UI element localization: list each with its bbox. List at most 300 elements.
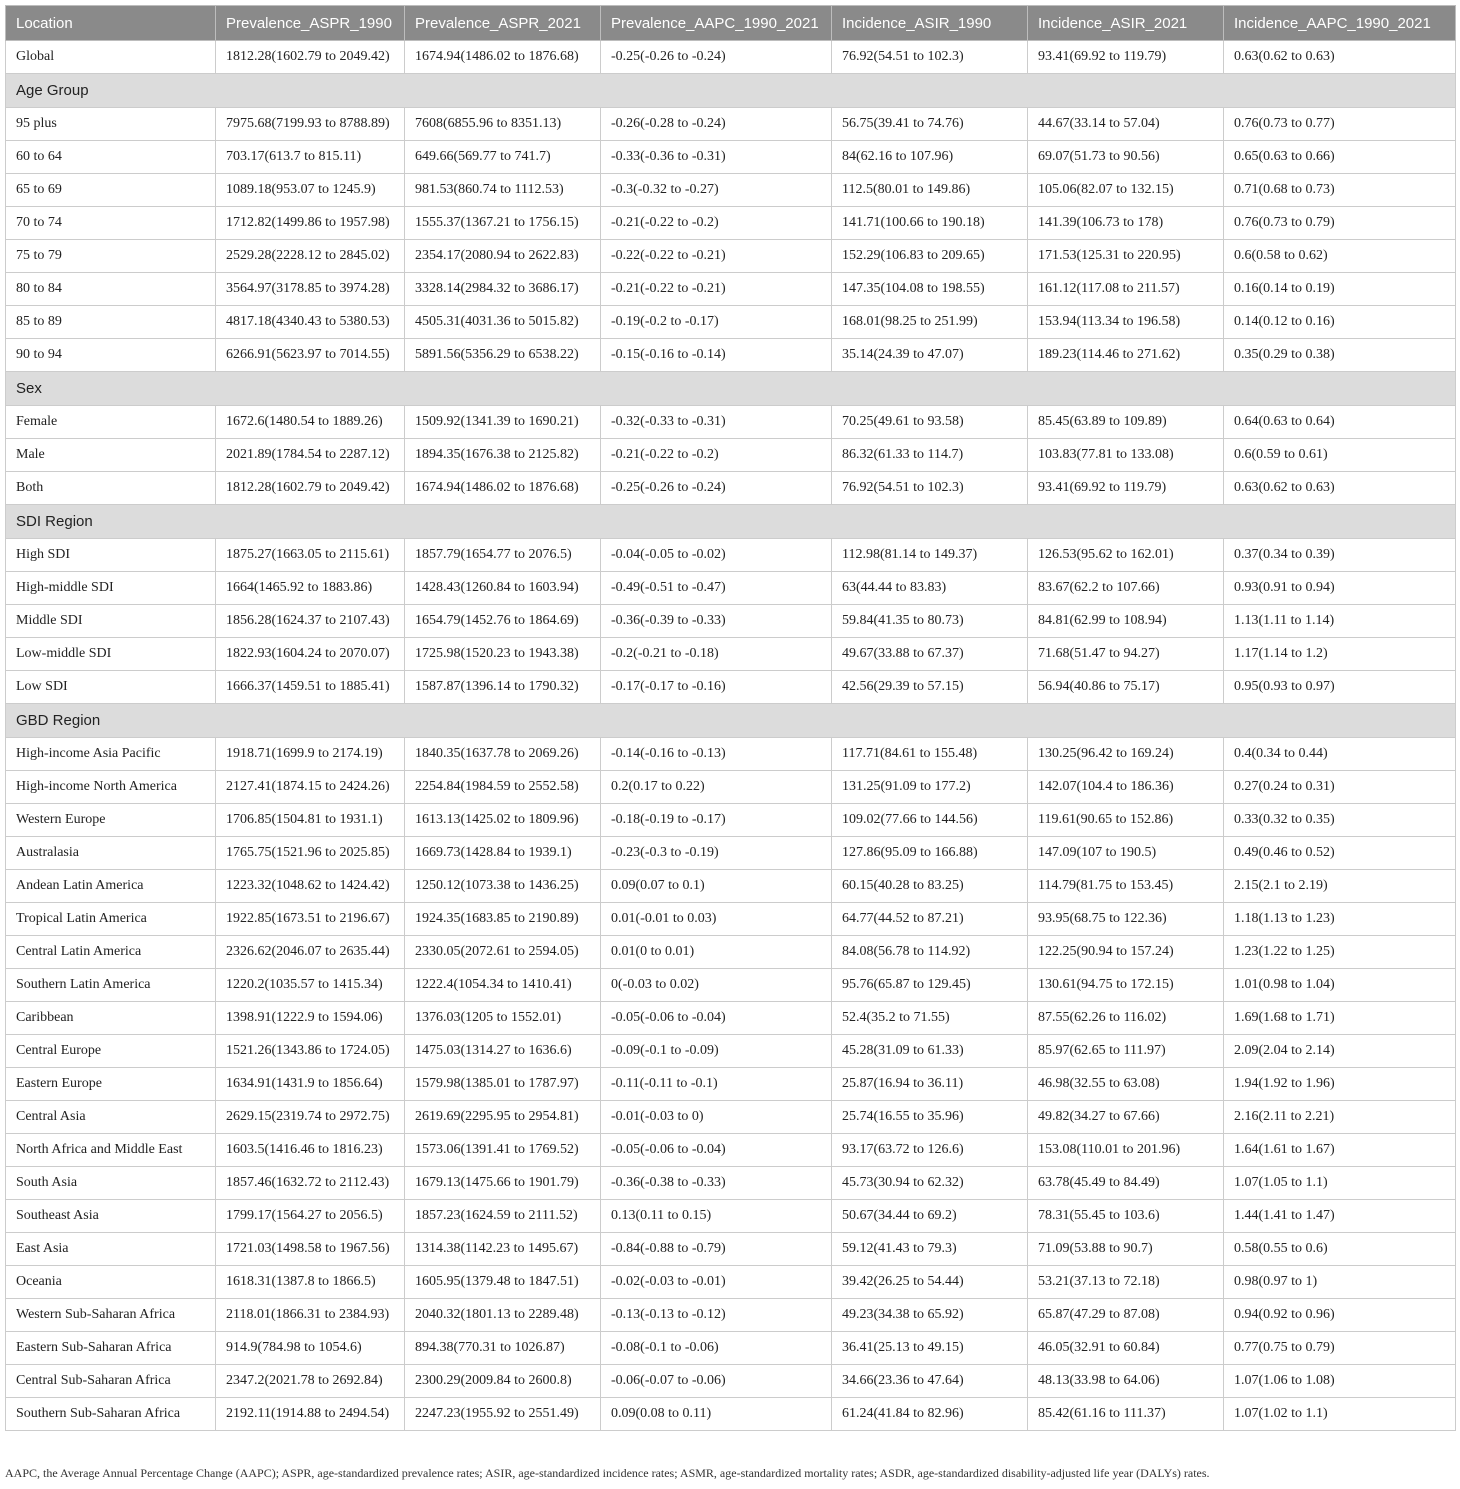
- table-row: [6, 605, 1456, 638]
- value-cell: -0.26(-0.28 to -0.24): [601, 108, 832, 141]
- value-cell: 147.09(107 to 190.5): [1028, 837, 1224, 870]
- value-cell: 78.31(55.45 to 103.6): [1028, 1200, 1224, 1233]
- value-cell: 84.81(62.99 to 108.94): [1028, 605, 1224, 638]
- location-cell: Central Sub-Saharan Africa: [6, 1365, 216, 1398]
- value-cell: 649.66(569.77 to 741.7): [405, 141, 601, 174]
- value-cell: 152.29(106.83 to 209.65): [832, 240, 1028, 273]
- value-cell: 0.37(0.34 to 0.39): [1224, 539, 1456, 572]
- value-cell: 1613.13(1425.02 to 1809.96): [405, 804, 601, 837]
- table-row: [6, 439, 1456, 472]
- value-cell: 127.86(95.09 to 166.88): [832, 837, 1028, 870]
- value-cell: 1223.32(1048.62 to 1424.42): [216, 870, 405, 903]
- group-header-row: [6, 74, 1456, 108]
- value-cell: 0.2(0.17 to 0.22): [601, 771, 832, 804]
- data-table: [5, 5, 1456, 1431]
- value-cell: 1.13(1.11 to 1.14): [1224, 605, 1456, 638]
- value-cell: 3328.14(2984.32 to 3686.17): [405, 273, 601, 306]
- value-cell: 141.71(100.66 to 190.18): [832, 207, 1028, 240]
- value-cell: -0.84(-0.88 to -0.79): [601, 1233, 832, 1266]
- value-cell: -0.36(-0.38 to -0.33): [601, 1167, 832, 1200]
- value-cell: 2300.29(2009.84 to 2600.8): [405, 1365, 601, 1398]
- value-cell: 171.53(125.31 to 220.95): [1028, 240, 1224, 273]
- table-header: [6, 6, 1456, 41]
- value-cell: 1894.35(1676.38 to 2125.82): [405, 439, 601, 472]
- location-cell: Low SDI: [6, 671, 216, 704]
- table-row: [6, 108, 1456, 141]
- value-cell: 56.75(39.41 to 74.76): [832, 108, 1028, 141]
- location-cell: East Asia: [6, 1233, 216, 1266]
- value-cell: 894.38(770.31 to 1026.87): [405, 1332, 601, 1365]
- value-cell: 48.13(33.98 to 64.06): [1028, 1365, 1224, 1398]
- value-cell: 0.71(0.68 to 0.73): [1224, 174, 1456, 207]
- value-cell: 93.41(69.92 to 119.79): [1028, 41, 1224, 74]
- value-cell: -0.23(-0.3 to -0.19): [601, 837, 832, 870]
- value-cell: 1.69(1.68 to 1.71): [1224, 1002, 1456, 1035]
- value-cell: 25.74(16.55 to 35.96): [832, 1101, 1028, 1134]
- value-cell: 1.07(1.05 to 1.1): [1224, 1167, 1456, 1200]
- value-cell: 1.64(1.61 to 1.67): [1224, 1134, 1456, 1167]
- location-cell: Andean Latin America: [6, 870, 216, 903]
- value-cell: 46.05(32.91 to 60.84): [1028, 1332, 1224, 1365]
- location-cell: 65 to 69: [6, 174, 216, 207]
- value-cell: -0.02(-0.03 to -0.01): [601, 1266, 832, 1299]
- table-row: [6, 1101, 1456, 1134]
- location-cell: Southeast Asia: [6, 1200, 216, 1233]
- value-cell: 1618.31(1387.8 to 1866.5): [216, 1266, 405, 1299]
- value-cell: 56.94(40.86 to 75.17): [1028, 671, 1224, 704]
- location-cell: Australasia: [6, 837, 216, 870]
- value-cell: -0.05(-0.06 to -0.04): [601, 1134, 832, 1167]
- value-cell: 1712.82(1499.86 to 1957.98): [216, 207, 405, 240]
- location-cell: 95 plus: [6, 108, 216, 141]
- value-cell: 34.66(23.36 to 47.64): [832, 1365, 1028, 1398]
- value-cell: 1579.98(1385.01 to 1787.97): [405, 1068, 601, 1101]
- value-cell: 114.79(81.75 to 153.45): [1028, 870, 1224, 903]
- value-cell: -0.08(-0.1 to -0.06): [601, 1332, 832, 1365]
- value-cell: 42.56(29.39 to 57.15): [832, 671, 1028, 704]
- value-cell: 0.49(0.46 to 0.52): [1224, 837, 1456, 870]
- value-cell: -0.22(-0.22 to -0.21): [601, 240, 832, 273]
- value-cell: 0.14(0.12 to 0.16): [1224, 306, 1456, 339]
- location-cell: High-middle SDI: [6, 572, 216, 605]
- value-cell: -0.11(-0.11 to -0.1): [601, 1068, 832, 1101]
- location-cell: North Africa and Middle East: [6, 1134, 216, 1167]
- value-cell: -0.3(-0.32 to -0.27): [601, 174, 832, 207]
- location-cell: High SDI: [6, 539, 216, 572]
- value-cell: 53.21(37.13 to 72.18): [1028, 1266, 1224, 1299]
- value-cell: 1573.06(1391.41 to 1769.52): [405, 1134, 601, 1167]
- column-header-prevalence-aapc: Prevalence_AAPC_1990_2021: [601, 6, 832, 41]
- location-cell: High-income Asia Pacific: [6, 738, 216, 771]
- value-cell: 105.06(82.07 to 132.15): [1028, 174, 1224, 207]
- value-cell: 161.12(117.08 to 211.57): [1028, 273, 1224, 306]
- value-cell: 39.42(26.25 to 54.44): [832, 1266, 1028, 1299]
- value-cell: 4505.31(4031.36 to 5015.82): [405, 306, 601, 339]
- table-row: [6, 1167, 1456, 1200]
- location-cell: Middle SDI: [6, 605, 216, 638]
- value-cell: 71.09(53.88 to 90.7): [1028, 1233, 1224, 1266]
- location-cell: 90 to 94: [6, 339, 216, 372]
- value-cell: 0.4(0.34 to 0.44): [1224, 738, 1456, 771]
- location-cell: Southern Latin America: [6, 969, 216, 1002]
- location-cell: 80 to 84: [6, 273, 216, 306]
- value-cell: 1603.5(1416.46 to 1816.23): [216, 1134, 405, 1167]
- value-cell: 0.35(0.29 to 0.38): [1224, 339, 1456, 372]
- value-cell: 71.68(51.47 to 94.27): [1028, 638, 1224, 671]
- value-cell: 85.97(62.65 to 111.97): [1028, 1035, 1224, 1068]
- value-cell: 65.87(47.29 to 87.08): [1028, 1299, 1224, 1332]
- column-header-incidence-asir-2021: Incidence_ASIR_2021: [1028, 6, 1224, 41]
- value-cell: 2247.23(1955.92 to 2551.49): [405, 1398, 601, 1431]
- value-cell: 2354.17(2080.94 to 2622.83): [405, 240, 601, 273]
- value-cell: 2529.28(2228.12 to 2845.02): [216, 240, 405, 273]
- table-row: [6, 969, 1456, 1002]
- value-cell: 1250.12(1073.38 to 1436.25): [405, 870, 601, 903]
- value-cell: 117.71(84.61 to 155.48): [832, 738, 1028, 771]
- value-cell: 6266.91(5623.97 to 7014.55): [216, 339, 405, 372]
- value-cell: 2192.11(1914.88 to 2494.54): [216, 1398, 405, 1431]
- value-cell: -0.04(-0.05 to -0.02): [601, 539, 832, 572]
- value-cell: 2127.41(1874.15 to 2424.26): [216, 771, 405, 804]
- table-footnote: AAPC, the Average Annual Percentage Change (AAPC); ASPR, age-standardized prevalence rates; ASIR, age-standardized incidence rates; ASMR, age-standardized mortality rates; ASDR, age-standardized disability-adjusted life year (DALYs) rates.: [5, 1466, 1210, 1480]
- value-cell: 126.53(95.62 to 162.01): [1028, 539, 1224, 572]
- column-header-prevalence-aspr-1990: Prevalence_ASPR_1990: [216, 6, 405, 41]
- value-cell: 0.13(0.11 to 0.15): [601, 1200, 832, 1233]
- value-cell: 189.23(114.46 to 271.62): [1028, 339, 1224, 372]
- value-cell: 703.17(613.7 to 815.11): [216, 141, 405, 174]
- value-cell: 85.45(63.89 to 109.89): [1028, 406, 1224, 439]
- table-row: [6, 572, 1456, 605]
- column-header-incidence-asir-1990: Incidence_ASIR_1990: [832, 6, 1028, 41]
- value-cell: 153.08(110.01 to 201.96): [1028, 1134, 1224, 1167]
- value-cell: 83.67(62.2 to 107.66): [1028, 572, 1224, 605]
- value-cell: -0.49(-0.51 to -0.47): [601, 572, 832, 605]
- value-cell: 0.16(0.14 to 0.19): [1224, 273, 1456, 306]
- value-cell: 4817.18(4340.43 to 5380.53): [216, 306, 405, 339]
- table-row: [6, 837, 1456, 870]
- column-header-prevalence-aspr-2021: Prevalence_ASPR_2021: [405, 6, 601, 41]
- table-row: [6, 240, 1456, 273]
- value-cell: 1509.92(1341.39 to 1690.21): [405, 406, 601, 439]
- value-cell: 87.55(62.26 to 116.02): [1028, 1002, 1224, 1035]
- value-cell: -0.14(-0.16 to -0.13): [601, 738, 832, 771]
- value-cell: 49.67(33.88 to 67.37): [832, 638, 1028, 671]
- value-cell: 0.09(0.07 to 0.1): [601, 870, 832, 903]
- value-cell: 1669.73(1428.84 to 1939.1): [405, 837, 601, 870]
- table-row: [6, 273, 1456, 306]
- value-cell: 59.12(41.43 to 79.3): [832, 1233, 1028, 1266]
- location-cell: Southern Sub-Saharan Africa: [6, 1398, 216, 1431]
- table-row: [6, 936, 1456, 969]
- table-row: [6, 406, 1456, 439]
- value-cell: 1918.71(1699.9 to 2174.19): [216, 738, 405, 771]
- table-row: [6, 1134, 1456, 1167]
- value-cell: 1875.27(1663.05 to 2115.61): [216, 539, 405, 572]
- value-cell: 2254.84(1984.59 to 2552.58): [405, 771, 601, 804]
- value-cell: 2040.32(1801.13 to 2289.48): [405, 1299, 601, 1332]
- value-cell: 1654.79(1452.76 to 1864.69): [405, 605, 601, 638]
- value-cell: 1.07(1.06 to 1.08): [1224, 1365, 1456, 1398]
- value-cell: 131.25(91.09 to 177.2): [832, 771, 1028, 804]
- value-cell: -0.01(-0.03 to 0): [601, 1101, 832, 1134]
- value-cell: 0.95(0.93 to 0.97): [1224, 671, 1456, 704]
- value-cell: 1672.6(1480.54 to 1889.26): [216, 406, 405, 439]
- value-cell: 61.24(41.84 to 82.96): [832, 1398, 1028, 1431]
- value-cell: 1587.87(1396.14 to 1790.32): [405, 671, 601, 704]
- value-cell: 63.78(45.49 to 84.49): [1028, 1167, 1224, 1200]
- value-cell: -0.17(-0.17 to -0.16): [601, 671, 832, 704]
- value-cell: 35.14(24.39 to 47.07): [832, 339, 1028, 372]
- header-row: [6, 6, 1456, 41]
- value-cell: 0(-0.03 to 0.02): [601, 969, 832, 1002]
- value-cell: 2.16(2.11 to 2.21): [1224, 1101, 1456, 1134]
- table-row: [6, 1068, 1456, 1101]
- column-header-incidence-aapc: Incidence_AAPC_1990_2021: [1224, 6, 1456, 41]
- value-cell: 1.44(1.41 to 1.47): [1224, 1200, 1456, 1233]
- value-cell: -0.2(-0.21 to -0.18): [601, 638, 832, 671]
- value-cell: 1376.03(1205 to 1552.01): [405, 1002, 601, 1035]
- group-label: Age Group: [6, 74, 1456, 108]
- value-cell: 25.87(16.94 to 36.11): [832, 1068, 1028, 1101]
- value-cell: 36.41(25.13 to 49.15): [832, 1332, 1028, 1365]
- value-cell: 1721.03(1498.58 to 1967.56): [216, 1233, 405, 1266]
- value-cell: 2330.05(2072.61 to 2594.05): [405, 936, 601, 969]
- value-cell: 1799.17(1564.27 to 2056.5): [216, 1200, 405, 1233]
- table-row: [6, 638, 1456, 671]
- value-cell: 70.25(49.61 to 93.58): [832, 406, 1028, 439]
- value-cell: 2619.69(2295.95 to 2954.81): [405, 1101, 601, 1134]
- group-label: GBD Region: [6, 704, 1456, 738]
- location-cell: Western Sub-Saharan Africa: [6, 1299, 216, 1332]
- value-cell: -0.21(-0.22 to -0.21): [601, 273, 832, 306]
- value-cell: 45.73(30.94 to 62.32): [832, 1167, 1028, 1200]
- table-row: [6, 1398, 1456, 1431]
- value-cell: 5891.56(5356.29 to 6538.22): [405, 339, 601, 372]
- value-cell: -0.09(-0.1 to -0.09): [601, 1035, 832, 1068]
- group-header-row: [6, 505, 1456, 539]
- location-cell: 60 to 64: [6, 141, 216, 174]
- location-cell: Eastern Europe: [6, 1068, 216, 1101]
- value-cell: 0.6(0.58 to 0.62): [1224, 240, 1456, 273]
- value-cell: 0.01(0 to 0.01): [601, 936, 832, 969]
- table-row: [6, 903, 1456, 936]
- value-cell: 0.76(0.73 to 0.79): [1224, 207, 1456, 240]
- table-row: [6, 1233, 1456, 1266]
- value-cell: 0.98(0.97 to 1): [1224, 1266, 1456, 1299]
- value-cell: 1924.35(1683.85 to 2190.89): [405, 903, 601, 936]
- value-cell: 1555.37(1367.21 to 1756.15): [405, 207, 601, 240]
- value-cell: -0.36(-0.39 to -0.33): [601, 605, 832, 638]
- value-cell: 49.23(34.38 to 65.92): [832, 1299, 1028, 1332]
- value-cell: 2.15(2.1 to 2.19): [1224, 870, 1456, 903]
- value-cell: 93.41(69.92 to 119.79): [1028, 472, 1224, 505]
- value-cell: 1857.79(1654.77 to 2076.5): [405, 539, 601, 572]
- value-cell: 153.94(113.34 to 196.58): [1028, 306, 1224, 339]
- value-cell: 3564.97(3178.85 to 3974.28): [216, 273, 405, 306]
- value-cell: 109.02(77.66 to 144.56): [832, 804, 1028, 837]
- table-body: [6, 41, 1456, 1431]
- value-cell: 1475.03(1314.27 to 1636.6): [405, 1035, 601, 1068]
- value-cell: 84.08(56.78 to 114.92): [832, 936, 1028, 969]
- value-cell: 59.84(41.35 to 80.73): [832, 605, 1028, 638]
- group-label: Sex: [6, 372, 1456, 406]
- location-cell: High-income North America: [6, 771, 216, 804]
- value-cell: -0.05(-0.06 to -0.04): [601, 1002, 832, 1035]
- value-cell: 1.18(1.13 to 1.23): [1224, 903, 1456, 936]
- value-cell: 130.61(94.75 to 172.15): [1028, 969, 1224, 1002]
- value-cell: 112.5(80.01 to 149.86): [832, 174, 1028, 207]
- value-cell: 60.15(40.28 to 83.25): [832, 870, 1028, 903]
- value-cell: 0.33(0.32 to 0.35): [1224, 804, 1456, 837]
- value-cell: 1605.95(1379.48 to 1847.51): [405, 1266, 601, 1299]
- value-cell: 1.01(0.98 to 1.04): [1224, 969, 1456, 1002]
- value-cell: 76.92(54.51 to 102.3): [832, 41, 1028, 74]
- value-cell: 85.42(61.16 to 111.37): [1028, 1398, 1224, 1431]
- table-row: [6, 771, 1456, 804]
- location-cell: 70 to 74: [6, 207, 216, 240]
- value-cell: 981.53(860.74 to 1112.53): [405, 174, 601, 207]
- value-cell: 0.65(0.63 to 0.66): [1224, 141, 1456, 174]
- table-row: [6, 870, 1456, 903]
- value-cell: 0.27(0.24 to 0.31): [1224, 771, 1456, 804]
- value-cell: 141.39(106.73 to 178): [1028, 207, 1224, 240]
- value-cell: 2118.01(1866.31 to 2384.93): [216, 1299, 405, 1332]
- value-cell: 44.67(33.14 to 57.04): [1028, 108, 1224, 141]
- location-cell: Eastern Sub-Saharan Africa: [6, 1332, 216, 1365]
- table-row: [6, 1332, 1456, 1365]
- value-cell: 1428.43(1260.84 to 1603.94): [405, 572, 601, 605]
- table-row: [6, 1002, 1456, 1035]
- value-cell: 0.94(0.92 to 0.96): [1224, 1299, 1456, 1332]
- value-cell: 2021.89(1784.54 to 2287.12): [216, 439, 405, 472]
- value-cell: 1220.2(1035.57 to 1415.34): [216, 969, 405, 1002]
- table-row: [6, 671, 1456, 704]
- value-cell: 1089.18(953.07 to 1245.9): [216, 174, 405, 207]
- value-cell: 0.93(0.91 to 0.94): [1224, 572, 1456, 605]
- value-cell: 1812.28(1602.79 to 2049.42): [216, 472, 405, 505]
- value-cell: 0.09(0.08 to 0.11): [601, 1398, 832, 1431]
- value-cell: -0.21(-0.22 to -0.2): [601, 207, 832, 240]
- table-row: [6, 738, 1456, 771]
- location-cell: Oceania: [6, 1266, 216, 1299]
- value-cell: 0.77(0.75 to 0.79): [1224, 1332, 1456, 1365]
- value-cell: 112.98(81.14 to 149.37): [832, 539, 1028, 572]
- value-cell: 1.07(1.02 to 1.1): [1224, 1398, 1456, 1431]
- value-cell: 1674.94(1486.02 to 1876.68): [405, 472, 601, 505]
- value-cell: -0.25(-0.26 to -0.24): [601, 472, 832, 505]
- table-row: [6, 41, 1456, 74]
- value-cell: 1398.91(1222.9 to 1594.06): [216, 1002, 405, 1035]
- value-cell: 1922.85(1673.51 to 2196.67): [216, 903, 405, 936]
- value-cell: 1222.4(1054.34 to 1410.41): [405, 969, 601, 1002]
- value-cell: -0.19(-0.2 to -0.17): [601, 306, 832, 339]
- value-cell: 64.77(44.52 to 87.21): [832, 903, 1028, 936]
- location-cell: Central Latin America: [6, 936, 216, 969]
- location-cell: Male: [6, 439, 216, 472]
- value-cell: 1679.13(1475.66 to 1901.79): [405, 1167, 601, 1200]
- value-cell: 50.67(34.44 to 69.2): [832, 1200, 1028, 1233]
- value-cell: -0.18(-0.19 to -0.17): [601, 804, 832, 837]
- value-cell: 142.07(104.4 to 186.36): [1028, 771, 1224, 804]
- value-cell: 0.63(0.62 to 0.63): [1224, 41, 1456, 74]
- value-cell: 69.07(51.73 to 90.56): [1028, 141, 1224, 174]
- value-cell: 1.94(1.92 to 1.96): [1224, 1068, 1456, 1101]
- value-cell: 7608(6855.96 to 8351.13): [405, 108, 601, 141]
- value-cell: 63(44.44 to 83.83): [832, 572, 1028, 605]
- group-header-row: [6, 372, 1456, 406]
- value-cell: -0.15(-0.16 to -0.14): [601, 339, 832, 372]
- location-cell: Western Europe: [6, 804, 216, 837]
- value-cell: 1674.94(1486.02 to 1876.68): [405, 41, 601, 74]
- value-cell: 168.01(98.25 to 251.99): [832, 306, 1028, 339]
- value-cell: 147.35(104.08 to 198.55): [832, 273, 1028, 306]
- value-cell: 2347.2(2021.78 to 2692.84): [216, 1365, 405, 1398]
- value-cell: 2326.62(2046.07 to 2635.44): [216, 936, 405, 969]
- location-cell: Central Asia: [6, 1101, 216, 1134]
- value-cell: 95.76(65.87 to 129.45): [832, 969, 1028, 1002]
- value-cell: 1664(1465.92 to 1883.86): [216, 572, 405, 605]
- value-cell: -0.06(-0.07 to -0.06): [601, 1365, 832, 1398]
- table-row: [6, 1035, 1456, 1068]
- location-cell: Both: [6, 472, 216, 505]
- table-row: [6, 472, 1456, 505]
- value-cell: 1857.23(1624.59 to 2111.52): [405, 1200, 601, 1233]
- value-cell: 1840.35(1637.78 to 2069.26): [405, 738, 601, 771]
- value-cell: 1822.93(1604.24 to 2070.07): [216, 638, 405, 671]
- value-cell: 0.64(0.63 to 0.64): [1224, 406, 1456, 439]
- value-cell: -0.21(-0.22 to -0.2): [601, 439, 832, 472]
- table-row: [6, 539, 1456, 572]
- location-cell: Central Europe: [6, 1035, 216, 1068]
- value-cell: 1.23(1.22 to 1.25): [1224, 936, 1456, 969]
- value-cell: 0.63(0.62 to 0.63): [1224, 472, 1456, 505]
- location-cell: 75 to 79: [6, 240, 216, 273]
- value-cell: 0.76(0.73 to 0.77): [1224, 108, 1456, 141]
- table-row: [6, 1299, 1456, 1332]
- value-cell: 1765.75(1521.96 to 2025.85): [216, 837, 405, 870]
- column-header-location: Location: [6, 6, 216, 41]
- value-cell: 103.83(77.81 to 133.08): [1028, 439, 1224, 472]
- location-cell: Tropical Latin America: [6, 903, 216, 936]
- value-cell: 2.09(2.04 to 2.14): [1224, 1035, 1456, 1068]
- value-cell: 49.82(34.27 to 67.66): [1028, 1101, 1224, 1134]
- value-cell: 122.25(90.94 to 157.24): [1028, 936, 1224, 969]
- table-row: [6, 141, 1456, 174]
- value-cell: -0.32(-0.33 to -0.31): [601, 406, 832, 439]
- location-cell: South Asia: [6, 1167, 216, 1200]
- table-row: [6, 1365, 1456, 1398]
- value-cell: 1856.28(1624.37 to 2107.43): [216, 605, 405, 638]
- value-cell: 2629.15(2319.74 to 2972.75): [216, 1101, 405, 1134]
- value-cell: 93.95(68.75 to 122.36): [1028, 903, 1224, 936]
- value-cell: 86.32(61.33 to 114.7): [832, 439, 1028, 472]
- value-cell: 1725.98(1520.23 to 1943.38): [405, 638, 601, 671]
- value-cell: 1521.26(1343.86 to 1724.05): [216, 1035, 405, 1068]
- table-row: [6, 1200, 1456, 1233]
- value-cell: -0.33(-0.36 to -0.31): [601, 141, 832, 174]
- location-cell: 85 to 89: [6, 306, 216, 339]
- value-cell: 84(62.16 to 107.96): [832, 141, 1028, 174]
- table-row: [6, 339, 1456, 372]
- value-cell: 52.4(35.2 to 71.55): [832, 1002, 1028, 1035]
- value-cell: 130.25(96.42 to 169.24): [1028, 738, 1224, 771]
- value-cell: 1314.38(1142.23 to 1495.67): [405, 1233, 601, 1266]
- value-cell: 1706.85(1504.81 to 1931.1): [216, 804, 405, 837]
- group-label: SDI Region: [6, 505, 1456, 539]
- value-cell: 0.01(-0.01 to 0.03): [601, 903, 832, 936]
- value-cell: 7975.68(7199.93 to 8788.89): [216, 108, 405, 141]
- value-cell: -0.25(-0.26 to -0.24): [601, 41, 832, 74]
